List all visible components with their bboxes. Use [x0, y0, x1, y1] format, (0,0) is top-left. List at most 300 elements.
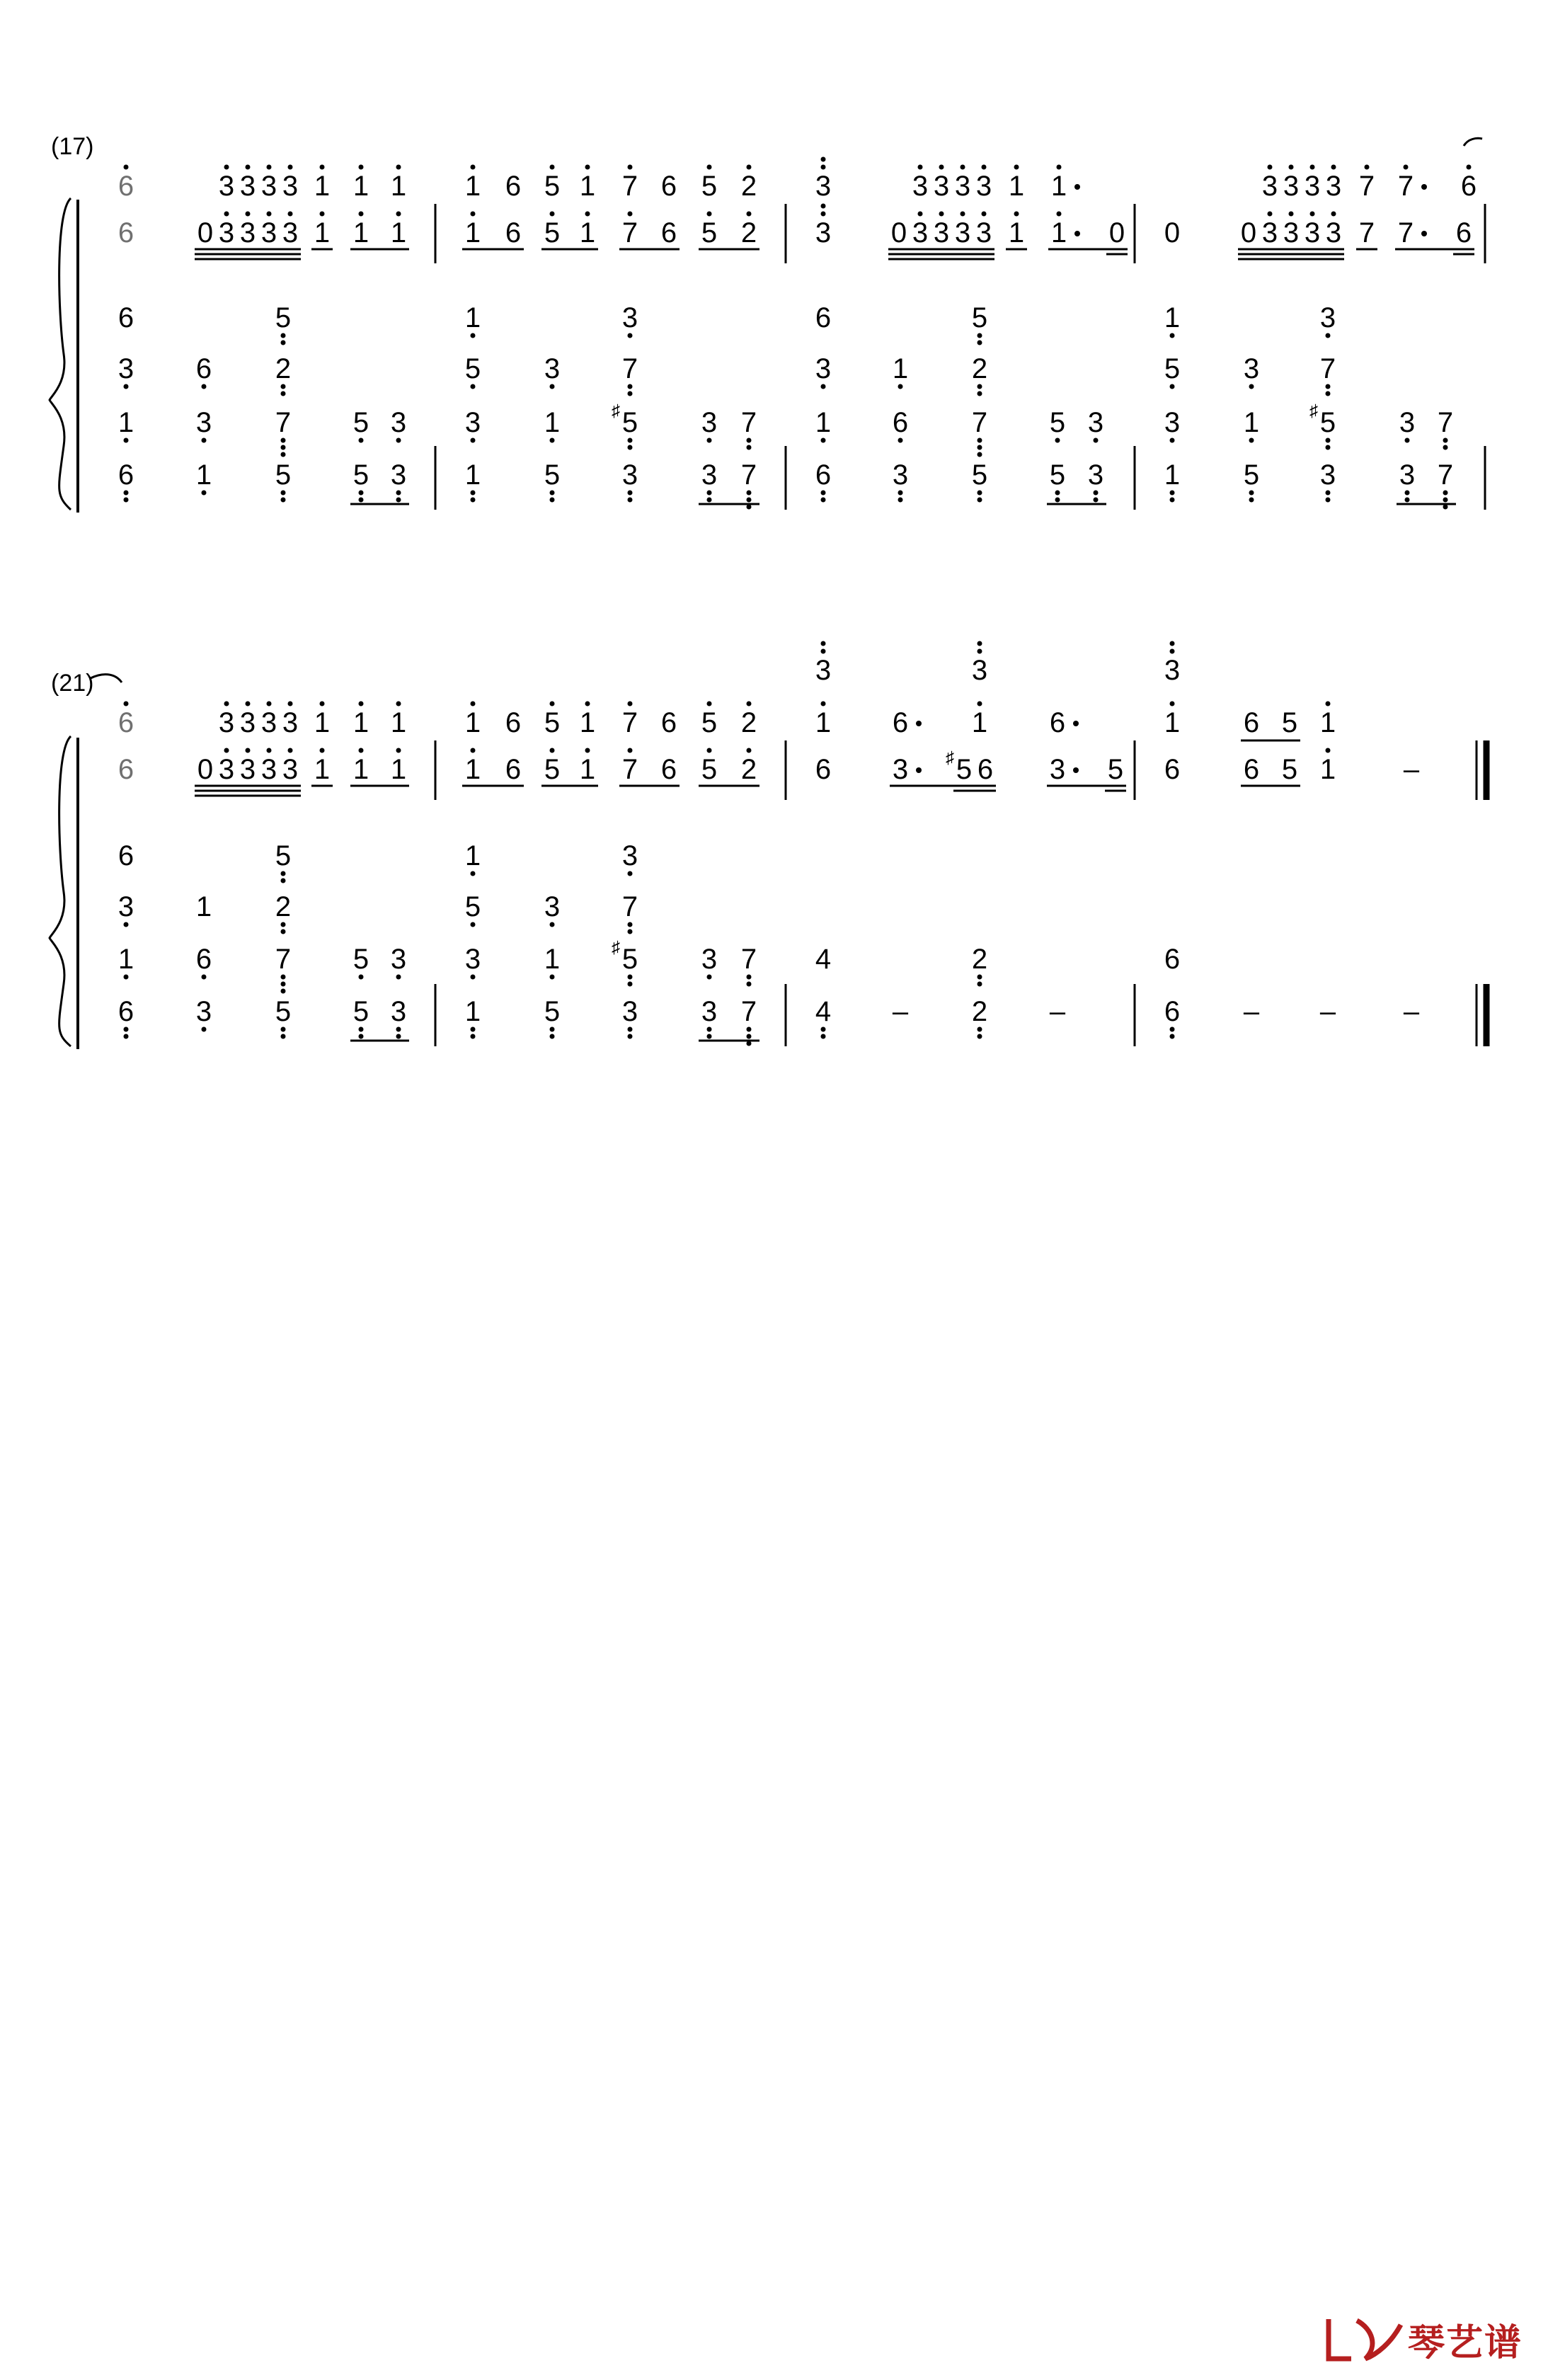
- octave-dot-below: [977, 975, 982, 980]
- note-digit: 4: [815, 944, 832, 975]
- octave-dot-below: [359, 975, 364, 980]
- note-digit: 1: [1050, 217, 1067, 248]
- octave-dot-above: [1467, 165, 1472, 170]
- augmentation-dot: [1421, 231, 1427, 236]
- octave-dot-above: [982, 165, 987, 170]
- octave-dot-above: [628, 212, 633, 217]
- note-digit: 7: [1437, 407, 1454, 438]
- octave-dot-below: [898, 491, 903, 496]
- octave-dot-below: [1405, 491, 1410, 496]
- note-digit: 3: [282, 707, 299, 738]
- octave-dot-below: [747, 1034, 752, 1039]
- octave-dot-below: [471, 491, 476, 496]
- octave-dot-above: [1268, 165, 1273, 170]
- note-digit: 5: [544, 754, 561, 785]
- note-digit: –: [1243, 996, 1260, 1027]
- octave-dot-below: [281, 333, 286, 338]
- note-digit: 3: [239, 754, 256, 785]
- note-digit: 7: [621, 707, 638, 738]
- note-digit: 2: [971, 353, 988, 384]
- note-digit: 1: [352, 217, 369, 248]
- note-digit: 5: [621, 944, 638, 975]
- note-digit: 0: [1164, 217, 1181, 248]
- note-digit: 6: [660, 171, 677, 202]
- logo-icon: [1323, 2315, 1408, 2364]
- note-digit: 6: [815, 302, 832, 333]
- octave-dot-below: [898, 438, 903, 443]
- note-digit: 5: [1107, 754, 1124, 785]
- octave-dot-below: [821, 1027, 826, 1032]
- note-digit: 6: [1455, 217, 1472, 248]
- note-digit: 5: [352, 459, 369, 491]
- octave-dot-below: [396, 1034, 401, 1039]
- note-digit: 3: [1283, 171, 1300, 202]
- note-digit: 3: [815, 217, 832, 248]
- octave-dot-below: [1326, 384, 1331, 389]
- octave-dot-above: [267, 212, 272, 217]
- note-digit: 1: [1164, 707, 1181, 738]
- note-digit: 3: [260, 754, 277, 785]
- note-digit: 5: [275, 459, 292, 491]
- note-digit: 3: [912, 217, 929, 248]
- note-digit: 1: [815, 707, 832, 738]
- note-digit: 3: [954, 171, 971, 202]
- note-digit: 6: [892, 407, 909, 438]
- note-digit: 1: [1243, 407, 1260, 438]
- note-digit: 6: [1243, 707, 1260, 738]
- octave-dot-below: [821, 438, 826, 443]
- note-digit: 4: [815, 996, 832, 1027]
- note-digit: 5: [275, 996, 292, 1027]
- note-digit: 3: [1243, 353, 1260, 384]
- note-digit: –: [1049, 996, 1066, 1027]
- octave-dot-below: [396, 491, 401, 496]
- octave-dot-below: [1170, 333, 1175, 338]
- note-digit: 5: [352, 407, 369, 438]
- octave-dot-above: [288, 165, 293, 170]
- note-digit: 7: [621, 754, 638, 785]
- note-digit: 5: [1281, 707, 1298, 738]
- octave-dot-below: [1443, 498, 1448, 503]
- note-digit: 5: [701, 754, 718, 785]
- octave-dot-below: [550, 498, 555, 503]
- octave-dot-above: [821, 641, 826, 646]
- octave-dot-below: [550, 1027, 555, 1032]
- note-digit: 5: [464, 353, 481, 384]
- note-digit: 6: [977, 754, 994, 785]
- note-digit: 3: [1319, 459, 1336, 491]
- octave-dot-below: [977, 1027, 982, 1032]
- note-digit: 1: [464, 754, 481, 785]
- octave-dot-above: [1057, 165, 1062, 170]
- note-digit: 1: [971, 707, 988, 738]
- watermark-text: 琴艺谱: [1407, 2322, 1523, 2364]
- note-digit: 6: [1243, 754, 1260, 785]
- octave-dot-above: [1310, 212, 1315, 217]
- octave-dot-below: [124, 384, 129, 389]
- note-digit: 6: [117, 840, 134, 871]
- sharp-sign: ♯: [946, 748, 954, 767]
- note-digit: 1: [390, 707, 407, 738]
- note-digit: 5: [971, 302, 988, 333]
- octave-dot-below: [628, 922, 633, 927]
- note-digit: 0: [890, 217, 907, 248]
- note-digit: 3: [701, 407, 718, 438]
- octave-dot-above: [821, 204, 826, 209]
- octave-dot-below: [1405, 438, 1410, 443]
- note-digit: 3: [933, 217, 950, 248]
- note-digit: 7: [275, 944, 292, 975]
- octave-dot-above: [821, 212, 826, 217]
- octave-dot-below: [977, 1034, 982, 1039]
- note-digit: 7: [1437, 459, 1454, 491]
- octave-dot-below: [396, 975, 401, 980]
- octave-dot-below: [281, 498, 286, 503]
- octave-dot-below: [281, 982, 286, 987]
- octave-dot-below: [471, 871, 476, 876]
- octave-dot-above: [396, 165, 401, 170]
- note-digit: 3: [260, 171, 277, 202]
- note-digit: 6: [815, 754, 832, 785]
- note-digit: 2: [275, 353, 292, 384]
- note-digit: 5: [352, 944, 369, 975]
- note-digit: 2: [740, 754, 757, 785]
- octave-dot-below: [550, 922, 555, 927]
- note-digit: 7: [1319, 353, 1336, 384]
- note-digit: 6: [815, 459, 832, 491]
- note-digit: 0: [197, 754, 214, 785]
- octave-dot-above: [246, 748, 251, 753]
- octave-dot-above: [471, 748, 476, 753]
- note-digit: 5: [701, 217, 718, 248]
- octave-dot-below: [359, 1027, 364, 1032]
- note-digit: 7: [1358, 217, 1375, 248]
- octave-dot-below: [202, 1027, 207, 1032]
- octave-dot-above: [471, 702, 476, 706]
- note-digit: 7: [1358, 171, 1375, 202]
- note-digit: 6: [195, 944, 212, 975]
- octave-dot-above: [1057, 212, 1062, 217]
- octave-dot-above: [224, 702, 229, 706]
- note-digit: 3: [390, 996, 407, 1027]
- octave-dot-above: [359, 702, 364, 706]
- octave-dot-above: [1014, 165, 1019, 170]
- octave-dot-below: [202, 491, 207, 496]
- note-digit: 3: [971, 655, 988, 686]
- octave-dot-below: [1170, 1034, 1175, 1039]
- sharp-sign: ♯: [612, 401, 620, 420]
- octave-dot-below: [202, 975, 207, 980]
- note-digit: 1: [352, 171, 369, 202]
- note-digit: 1: [579, 217, 596, 248]
- octave-dot-below: [747, 1027, 752, 1032]
- octave-dot-above: [246, 212, 251, 217]
- note-digit: 5: [544, 459, 561, 491]
- octave-dot-below: [550, 1034, 555, 1039]
- octave-dot-below: [628, 975, 633, 980]
- note-digit: 1: [195, 459, 212, 491]
- octave-dot-below: [977, 491, 982, 496]
- octave-dot-below: [281, 491, 286, 496]
- octave-dot-below: [628, 391, 633, 396]
- measure-number: (17): [51, 133, 94, 160]
- note-digit: 3: [239, 171, 256, 202]
- octave-dot-below: [707, 975, 712, 980]
- octave-dot-above: [707, 702, 712, 706]
- note-digit: 1: [117, 944, 134, 975]
- octave-dot-below: [1249, 498, 1254, 503]
- note-digit: 3: [1164, 655, 1181, 686]
- octave-dot-above: [707, 165, 712, 170]
- octave-dot-below: [281, 989, 286, 994]
- note-digit: 3: [701, 996, 718, 1027]
- note-digit: 2: [971, 944, 988, 975]
- octave-dot-below: [1249, 491, 1254, 496]
- octave-dot-below: [628, 491, 633, 496]
- note-digit: 3: [282, 217, 299, 248]
- augmentation-dot: [1421, 184, 1427, 190]
- octave-dot-above: [246, 165, 251, 170]
- octave-dot-above: [288, 748, 293, 753]
- beams: [195, 249, 1474, 259]
- octave-dot-above: [550, 748, 555, 753]
- octave-dot-below: [1326, 491, 1331, 496]
- octave-dot-below: [281, 384, 286, 389]
- octave-dot-above: [550, 212, 555, 217]
- note-digit: 3: [954, 217, 971, 248]
- note-digit: 3: [815, 353, 832, 384]
- note-digit: 3: [282, 754, 299, 785]
- note-digit: 2: [740, 707, 757, 738]
- octave-dot-above: [1170, 649, 1175, 654]
- note-digit: 5: [701, 171, 718, 202]
- note-digit: 3: [1399, 459, 1416, 491]
- octave-dot-above: [585, 748, 590, 753]
- note-digit: 6: [117, 754, 134, 785]
- octave-dot-below: [747, 438, 752, 443]
- octave-dot-below: [396, 1027, 401, 1032]
- note-digit: 1: [464, 459, 481, 491]
- octave-dot-below: [281, 341, 286, 345]
- note-digit: 1: [464, 996, 481, 1027]
- octave-dot-below: [471, 333, 476, 338]
- note-digit: 3: [390, 407, 407, 438]
- note-digit: 1: [314, 707, 331, 738]
- octave-dot-above: [124, 702, 129, 706]
- note-digit: 0: [197, 217, 214, 248]
- note-digit: 5: [544, 996, 561, 1027]
- octave-dot-above: [359, 748, 364, 753]
- octave-dot-below: [471, 922, 476, 927]
- octave-dot-below: [977, 452, 982, 457]
- note-digit: 3: [260, 707, 277, 738]
- octave-dot-below: [281, 929, 286, 934]
- note-digit: –: [1403, 996, 1420, 1027]
- octave-dot-above: [267, 165, 272, 170]
- octave-dot-above: [1170, 702, 1175, 706]
- octave-dot-below: [550, 491, 555, 496]
- note-digit: 3: [544, 353, 561, 384]
- octave-dot-below: [821, 384, 826, 389]
- note-digit: 1: [1164, 302, 1181, 333]
- note-digit: 5: [1319, 407, 1336, 438]
- note-digit: 3: [117, 891, 134, 922]
- octave-dot-below: [550, 975, 555, 980]
- octave-dot-below: [359, 1034, 364, 1039]
- octave-dot-below: [202, 384, 207, 389]
- note-digit: 5: [621, 407, 638, 438]
- note-digit: 3: [1325, 217, 1342, 248]
- octave-dot-below: [1326, 391, 1331, 396]
- octave-dot-above: [747, 748, 752, 753]
- note-digit: 6: [1164, 754, 1181, 785]
- note-digit: 1: [390, 754, 407, 785]
- octave-dot-above: [224, 748, 229, 753]
- note-digit: 3: [621, 459, 638, 491]
- note-digit: 1: [464, 302, 481, 333]
- note-digit: 3: [218, 707, 235, 738]
- note-digit: 1: [314, 171, 331, 202]
- octave-dot-below: [1055, 438, 1060, 443]
- octave-dot-above: [977, 641, 982, 646]
- octave-dot-below: [281, 452, 286, 457]
- note-digit: 1: [1319, 707, 1336, 738]
- octave-dot-below: [471, 438, 476, 443]
- octave-dot-below: [747, 975, 752, 980]
- octave-dot-below: [747, 491, 752, 496]
- octave-dot-below: [747, 505, 752, 510]
- note-digit: 6: [505, 754, 522, 785]
- note-digit: 5: [544, 707, 561, 738]
- note-digit: 3: [218, 171, 235, 202]
- octave-dot-below: [898, 384, 903, 389]
- octave-dot-above: [585, 165, 590, 170]
- octave-dot-below: [1326, 498, 1331, 503]
- octave-dot-above: [1170, 641, 1175, 646]
- note-digit: 6: [117, 171, 134, 202]
- note-digit: 6: [1164, 944, 1181, 975]
- octave-dot-below: [471, 1034, 476, 1039]
- note-digit: 6: [1460, 171, 1477, 202]
- octave-dot-below: [1170, 491, 1175, 496]
- note-digit: 3: [117, 353, 134, 384]
- octave-dot-below: [471, 384, 476, 389]
- octave-dot-above: [628, 165, 633, 170]
- octave-dot-below: [124, 1034, 129, 1039]
- note-digit: –: [1403, 754, 1420, 785]
- octave-dot-above: [550, 165, 555, 170]
- note-digit: 3: [701, 944, 718, 975]
- note-digit: 6: [1049, 707, 1066, 738]
- note-digit: 5: [544, 171, 561, 202]
- tie-arc: [91, 675, 122, 682]
- octave-dot-above: [939, 165, 944, 170]
- octave-dot-below: [124, 438, 129, 443]
- note-digit: 3: [390, 944, 407, 975]
- octave-dot-below: [707, 491, 712, 496]
- note-digit: 5: [956, 754, 973, 785]
- octave-dot-below: [1249, 384, 1254, 389]
- note-digit: 3: [1164, 407, 1181, 438]
- measure-number: (21): [51, 670, 94, 697]
- system-17: [50, 133, 1485, 513]
- note-digit: 3: [1049, 754, 1066, 785]
- octave-dot-below: [396, 498, 401, 503]
- octave-dot-below: [281, 871, 286, 876]
- octave-dot-above: [821, 157, 826, 162]
- note-digit: 7: [740, 459, 757, 491]
- note-digit: 1: [1319, 754, 1336, 785]
- octave-dot-above: [707, 748, 712, 753]
- octave-dot-above: [1268, 212, 1273, 217]
- augmentation-dot: [1073, 721, 1079, 726]
- octave-dot-above: [1326, 748, 1331, 753]
- note-digit: 1: [544, 407, 561, 438]
- note-digit: 3: [1283, 217, 1300, 248]
- octave-dot-above: [359, 212, 364, 217]
- octave-dot-above: [1289, 165, 1294, 170]
- note-digit: 3: [912, 171, 929, 202]
- note-digit: 3: [1304, 217, 1321, 248]
- note-digit: 3: [239, 707, 256, 738]
- note-digit: 6: [117, 302, 134, 333]
- note-digit: 6: [660, 754, 677, 785]
- note-digit: 2: [971, 996, 988, 1027]
- octave-dot-below: [628, 1027, 633, 1032]
- octave-dot-below: [821, 491, 826, 496]
- octave-dot-below: [628, 929, 633, 934]
- octave-dot-below: [898, 498, 903, 503]
- octave-dot-below: [628, 438, 633, 443]
- note-digit: 1: [464, 840, 481, 871]
- octave-dot-below: [977, 391, 982, 396]
- note-digit: 7: [1397, 217, 1414, 248]
- note-digit: 7: [275, 407, 292, 438]
- octave-dot-above: [918, 165, 923, 170]
- octave-dot-below: [707, 1034, 712, 1039]
- note-digit: 6: [505, 171, 522, 202]
- octave-dot-above: [961, 165, 965, 170]
- octave-dot-below: [281, 445, 286, 450]
- octave-dot-below: [1443, 491, 1448, 496]
- note-digit: 1: [1008, 217, 1025, 248]
- octave-dot-above: [821, 702, 826, 706]
- note-digit: 6: [117, 459, 134, 491]
- note-digit: 3: [1304, 171, 1321, 202]
- note-digit: 6: [505, 217, 522, 248]
- note-digit: 1: [352, 707, 369, 738]
- note-digit: 1: [390, 217, 407, 248]
- octave-dot-above: [747, 165, 752, 170]
- octave-dot-above: [939, 212, 944, 217]
- note-digit: –: [892, 996, 909, 1027]
- octave-dot-above: [224, 212, 229, 217]
- octave-dot-above: [1331, 212, 1336, 217]
- octave-dot-below: [821, 1034, 826, 1039]
- octave-dot-below: [1170, 384, 1175, 389]
- octave-dot-above: [471, 165, 476, 170]
- system-brace: [50, 198, 71, 510]
- octave-dot-below: [1249, 438, 1254, 443]
- note-digit: 5: [275, 840, 292, 871]
- note-digit: 5: [1281, 754, 1298, 785]
- note-digit: 1: [464, 707, 481, 738]
- note-digit: 7: [971, 407, 988, 438]
- note-digit: 5: [1164, 353, 1181, 384]
- augmentation-dot: [916, 721, 922, 726]
- octave-dot-above: [747, 702, 752, 706]
- note-digit: 5: [1049, 459, 1066, 491]
